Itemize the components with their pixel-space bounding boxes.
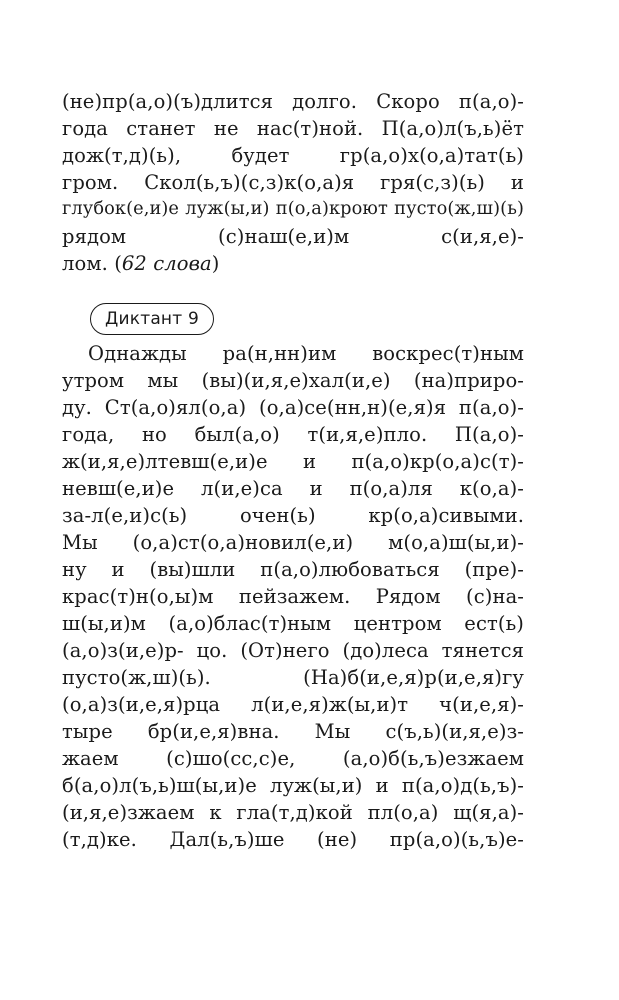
text-line: ж(и,я,е)лтевш(е,и)е и п(а,о)кр(о,а)с(т)- <box>62 450 524 473</box>
text-line: гром. Скол(ь,ъ)(с,з)к(о,а)я гря(с,з)(ь) и <box>62 171 524 194</box>
text-line: года, но был(а,о) т(и,я,е)пло. П(а,о)- <box>62 423 524 446</box>
text-line: ш(ы,и)м (а,о)блас(т)ным центром ест(ь) <box>62 612 524 635</box>
paragraph-dictation-8-ending <box>62 88 524 277</box>
text-line: жаем (с)шо(сс,с)е, (а,о)б(ь,ъ)езжаем <box>62 747 524 770</box>
text-line: ду. Ст(а,о)ял(о,а) (о,а)се(нн,н)(е,я)я п(а,о)- <box>62 396 524 419</box>
text-line: (о,а)з(и,е,я)рца л(и,е,я)ж(ы,и)т ч(и,е,я)- <box>62 693 524 716</box>
text-line: утром мы (вы)(и,я,е)хал(и,е) (на)приро- <box>62 369 524 392</box>
text-line: (т,д)ке. Дал(ь,ъ)ше (не) пр(а,о)(ь,ъ)е- <box>62 828 524 851</box>
text-line-prefix: лом. ( <box>62 252 122 275</box>
text-line: Однажды ра(н,нн)им воскрес(т)ным <box>88 342 524 365</box>
dictation-heading-label: Диктант 9 <box>105 309 199 329</box>
text-line <box>62 223 524 250</box>
text-line: крас(т)н(о,ы)м пейзажем. Рядом (с)на- <box>62 585 524 608</box>
text-line: тыре бр(и,е,я)вна. Мы с(ъ,ь)(и,я,е)з- <box>62 720 524 743</box>
text-line: пусто(ж,ш)(ь). (На)б(и,е,я)р(и,е,я)гу <box>62 666 524 689</box>
text-line: (а,о)з(и,е)р- цо. (От)него (до)леса тянется <box>62 639 524 662</box>
text-line-final <box>62 250 524 277</box>
text-line: дож(т,д)(ь), будет гр(а,о)х(о,а)тат(ь) <box>62 144 524 167</box>
text-line-suffix: ) <box>211 252 220 275</box>
paragraph-dictation-9 <box>62 340 524 853</box>
text-line <box>62 196 524 223</box>
text-line: (не)пр(а,о)(ъ)длится долго. Скоро п(а,о)- <box>62 90 524 113</box>
dictation-heading-badge <box>90 303 214 335</box>
text-line: ну и (вы)шли п(а,о)любоваться (пре)- <box>62 558 524 581</box>
text-line-part: рядом (с)наш(е,и)м с(и,я,е)- <box>62 225 524 248</box>
text-line: года станет не нас(т)ной. П(а,о)л(ъ,ь)ёт <box>62 117 524 140</box>
text-line: невш(е,и)е л(и,е)са и п(о,а)ля к(о,а)- <box>62 477 524 500</box>
text-line: за-л(е,и)с(ь) очен(ь) кр(о,а)сивыми. <box>62 504 524 527</box>
text-line-part: глубок(е,и)е луж(ы,и) п(о,а)кроют пусто(ж,ш)(ь) <box>62 199 524 219</box>
text-line: Мы (о,а)ст(о,а)новил(е,и) м(о,а)ш(ы,и)- <box>62 531 524 554</box>
word-count: 62 слова <box>121 252 212 275</box>
text-line: б(а,о)л(ъ,ь)ш(ы,и)е луж(ы,и) и п(а,о)д(ь,ъ)- <box>62 774 524 797</box>
text-line: (и,я,е)зжаем к гла(т,д)кой пл(о,а) щ(я,а)- <box>62 801 524 824</box>
